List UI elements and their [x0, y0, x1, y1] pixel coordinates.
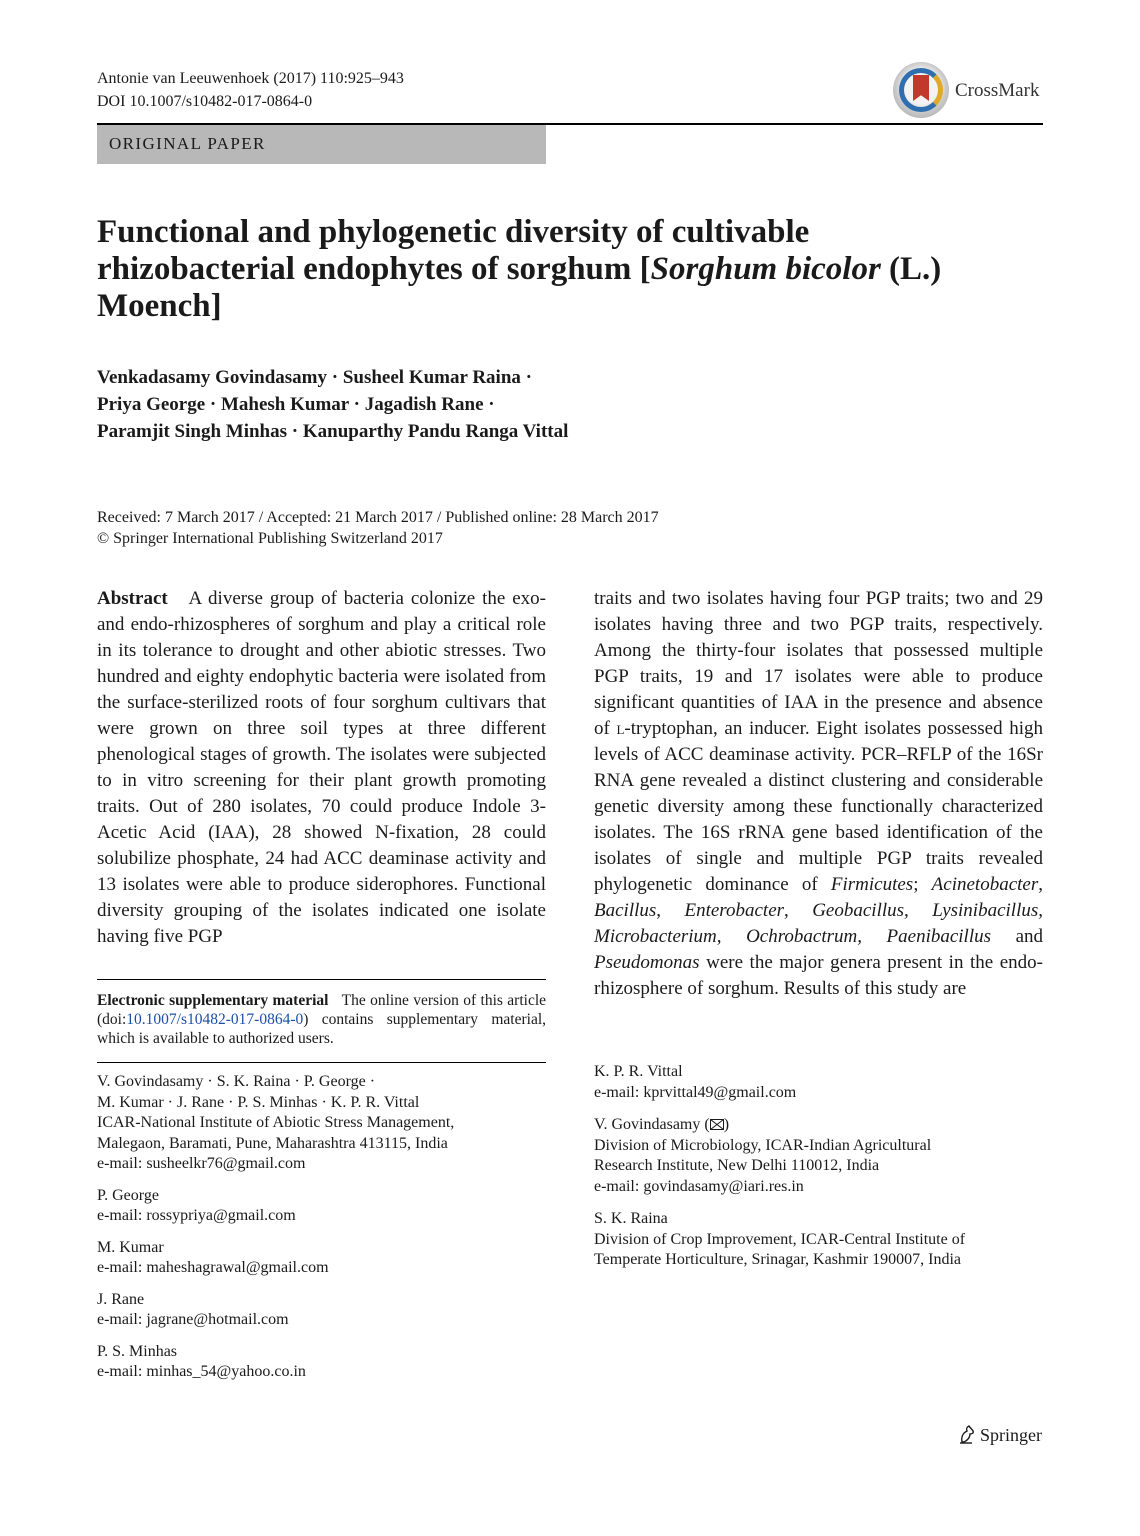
springer-label: Springer [980, 1425, 1042, 1445]
springer-horse-icon [958, 1424, 976, 1449]
affiliation-main: V. Govindasamy · S. K. Raina · P. George · M. Kumar · J. Rane · P. S. Minhas · K. P. R. Vittal ICAR-National Institute of Abiotic Stress Management, Malegaon, Baramati, Pune, Maharashtra 413115, India e-mail: susheelkr76@gmail.com [97, 1073, 455, 1172]
article-type-label: ORIGINAL PAPER [109, 134, 266, 153]
crossmark-badge[interactable] [893, 62, 1043, 118]
crossmark-icon [893, 62, 949, 118]
affiliation-kumar: M. Kumar e-mail: maheshagrawal@gmail.com [97, 1238, 329, 1276]
doi-link[interactable]: 10.1007/s10482-017-0864-0 [126, 1011, 304, 1028]
affiliations-right [594, 1062, 1043, 1271]
springer-logo [958, 1424, 1042, 1449]
affiliation-govindasamy: V. Govindasamy ( ) Division of Microbiology, ICAR-Indian Agricultural Research Institute, New Delhi 110012, India e-mail: govindasamy@iari.res.in [594, 1116, 932, 1195]
abstract-left-column [97, 586, 546, 950]
journal-header [97, 67, 404, 113]
journal-doi: DOI 10.1007/s10482-017-0864-0 [97, 93, 313, 110]
article-type-bar [97, 125, 546, 164]
affiliation-rane: J. Rane e-mail: jagrane@hotmail.com [97, 1290, 289, 1328]
abstract-heading: Abstract [97, 588, 168, 609]
abstract-text-left: A diverse group of bacteria colonize the exo- and endo-rhizospheres of sorghum and play a critical role in its tolerance to drought and other abiotic stresses. Two hundred and eighty endophytic bacteria were isolated from the surface-sterilized roots of four sorghum cultivars that were grown on three soil types at three different phenological stages of growth. The isolates were subjected to in vitro screening for their plant growth promoting traits. Out of 280 isolates, 70 could produce Indole 3-Acetic Acid (IAA), 28 showed N-fixation, 28 could solubilize phosphate, 24 had ACC deaminase activity and 13 isolates were able to produce siderophores. Functional diversity grouping of the isolates indicated one isolate having five PGP [97, 588, 547, 947]
affiliations-left [97, 1072, 546, 1383]
supplementary-label: Electronic supplementary material [97, 992, 329, 1009]
publication-dates [97, 507, 659, 549]
abstract-right-column: traits and two isolates having four PGP traits; two and 29 isolates having three and two PGP traits, respectively. Among the thirty-four isolates that possessed multiple PGP traits, 19 and 17 isolates were able to produce significant quantities of IAA in the presence and absence of l-tryptophan, an inducer. Eight isolates possessed high levels of ACC deaminase activity. PCR–RFLP of the 16Sr RNA gene revealed a distinct clustering and considerable genetic diversity among these functionally characterized isolates. The 16S rRNA gene based identification of the isolates of single and multiple PGP traits revealed phylogenetic dominance of Firmicutes; Acinetobacter, Bacillus, Enterobacter, Geobacillus, Lysinibacillus, Microbacterium, Ochrobactrum, Paenibacillus and Pseudomonas were the major genera present in the endo-rhizosphere of sorghum. Results of this study are [594, 588, 1044, 999]
article-title: Functional and phylogenetic diversity of cultivable rhizobacterial endophytes of sorghum [Sorghum bicolor (L.) Moench] [97, 214, 942, 324]
copyright-line: © Springer International Publishing Switzerland 2017 [97, 530, 443, 547]
journal-citation: Antonie van Leeuwenhoek (2017) 110:925–943 [97, 70, 404, 87]
affiliation-vittal: K. P. R. Vittal e-mail: kprvittal49@gmail.com [594, 1063, 797, 1101]
supplementary-bottom-rule [97, 1062, 546, 1063]
affiliation-george: P. George e-mail: rossypriya@gmail.com [97, 1186, 296, 1224]
affiliation-minhas: P. S. Minhas e-mail: minhas_54@yahoo.co.in [97, 1342, 306, 1380]
affiliation-raina: S. K. Raina Division of Crop Improvement, ICAR-Central Institute of Temperate Horticulture, Srinagar, Kashmir 190007, India [594, 1210, 966, 1268]
crossmark-label: CrossMark [955, 80, 1040, 101]
received-dates: Received: 7 March 2017 / Accepted: 21 March 2017 / Published online: 28 March 2017 [97, 509, 659, 526]
supplementary-top-rule [97, 979, 546, 980]
supplementary-note: Electronic supplementary material The online version of this article (doi:10.1007/s10482-017-0864-0) contains supplementary material, which is available to authorized users. [97, 992, 547, 1047]
envelope-icon [710, 1116, 724, 1133]
author-list: Venkadasamy Govindasamy · Susheel Kumar Raina · Priya George · Mahesh Kumar · Jagadish Rane · Paramjit Singh Minhas · Kanuparthy Pandu Ranga Vittal [97, 367, 569, 442]
